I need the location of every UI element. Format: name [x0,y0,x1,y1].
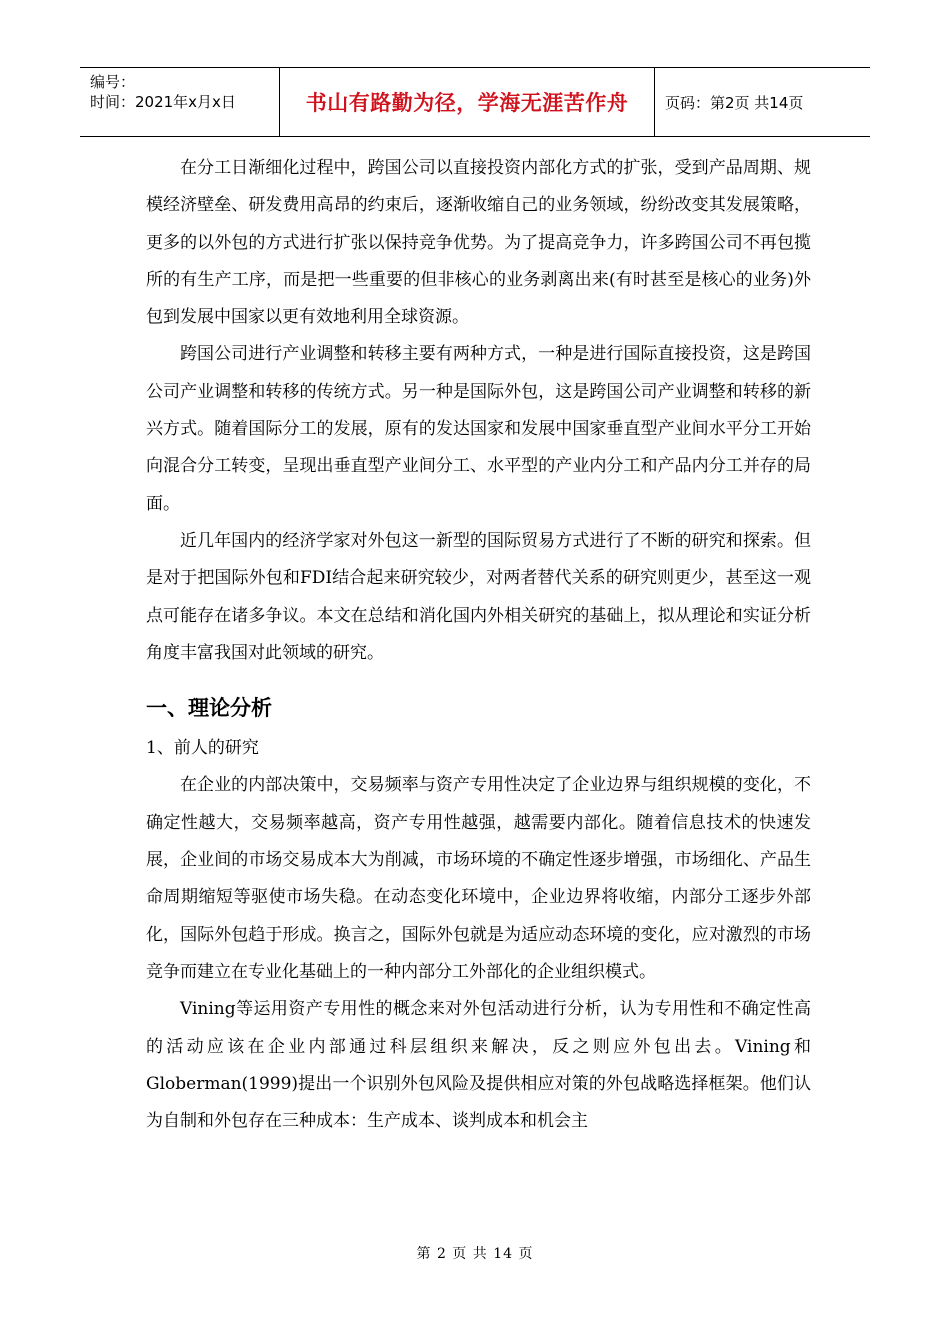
paragraph: 在企业的内部决策中，交易频率与资产专用性决定了企业边界与组织规模的变化，不确定性越大，交易频率越高，资产专用性越强，越需要内部化。随着信息技术的快速发展，企业间的市场交易成本大为削减，市场环境的不确定性逐步增强，市场细化、产品生命周期缩短等驱使市场失稳。在动态变化环境中，企业边界将收缩，内部分工逐步外部化，国际外包趋于形成。换言之，国际外包就是为适应动态环境的变化，应对激烈的市场竞争而建立在专业化基础上的一种内部分工外部化的企业组织模式。 [146,775,811,982]
section-heading: 一、理论分析 [146,696,272,721]
document-number: 编号： [90,73,136,91]
document-date: 时间：2021年x月x日 [90,93,236,111]
page-footer: 第 2 页 共 14 页 [416,1246,534,1262]
paragraph: Vining等运用资产专用性的概念来对外包活动进行分析，认为专用性和不确定性高的活动应该在企业内部通过科层组织来解决，反之则应外包出去。Vining和Globerman(1999)提出一个识别外包风险及提供相应对策的外包战略选择框架。他们认为自制和外包存在三种成本：生产成本、谈判成本和机会主 [146,999,811,1132]
paragraph: 在分工日渐细化过程中，跨国公司以直接投资内部化方式的扩张，受到产品周期、规模经济壁垒、研发费用高昂的约束后，逐渐收缩自己的业务领域，纷纷改变其发展策略，更多的以外包的方式进行扩张以保持竞争优势。为了提高竞争力，许多跨国公司不再包揽所的有生产工序，而是把一些重要的但非核心的业务剥离出来(有时甚至是核心的业务)外包到发展中国家以更有效地利用全球资源。 [146,158,811,328]
page-header [80,67,870,137]
paragraph: 近几年国内的经济学家对外包这一新型的国际贸易方式进行了不断的研究和探索。但是对于把国际外包和FDI结合起来研究较少，对两者替代关系的研究则更少，甚至这一观点可能存在诸多争议。本文在总结和消化国内外相关研究的基础上，拟从理论和实证分析角度丰富我国对此领域的研究。 [146,530,811,663]
header-motto: 书山有路勤为径，学海无涯苦作舟 [280,68,655,136]
header-page-info: 页码：第2页 共14页 [665,93,804,112]
header-meta [80,68,280,136]
subsection-heading: 1、前人的研究 [146,738,259,759]
document-body [146,150,811,1140]
paragraph: 跨国公司进行产业调整和转移主要有两种方式，一种是进行国际直接投资，这是跨国公司产业调整和转移的传统方式。另一种是国际外包，这是跨国公司产业调整和转移的新兴方式。随着国际分工的发展，原有的发达国家和发展中国家垂直型产业间水平分工开始向混合分工转变，呈现出垂直型产业间分工、水平型的产业内分工和产品内分工并存的局面。 [146,344,811,514]
